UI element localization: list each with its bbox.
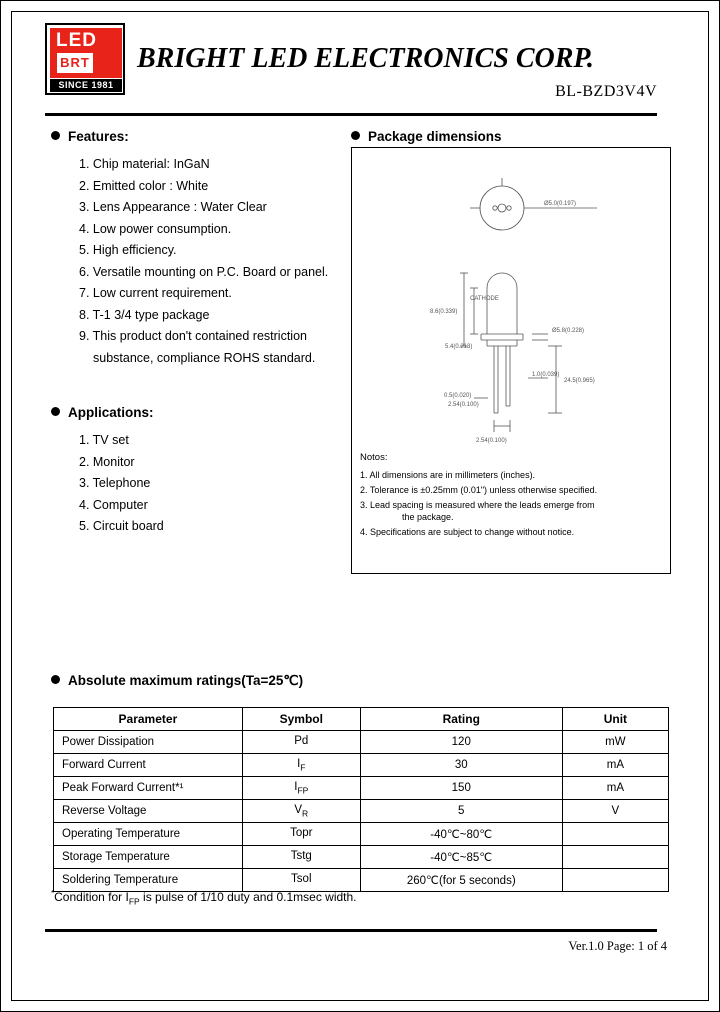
features-list — [79, 154, 341, 369]
symbol-main: Tstg — [290, 849, 312, 862]
footnote-marker: * — [51, 889, 55, 898]
cell-symbol — [242, 823, 360, 846]
cell-parameter: Soldering Temperature — [54, 869, 243, 892]
column-header-unit: Unit — [562, 708, 668, 731]
features-title: Features: — [68, 129, 129, 144]
list-item: 6. Versatile mounting on P.C. Board or panel. — [79, 264, 329, 279]
note-item: 4. Specifications are subject to change without notice. — [360, 527, 575, 537]
column-header-rating: Rating — [360, 708, 562, 731]
cell-rating: 5 — [360, 800, 562, 823]
features-title-row — [51, 129, 341, 144]
symbol-main: I — [297, 757, 301, 770]
bullet-icon — [51, 407, 60, 416]
note-item — [360, 499, 664, 523]
applications-list — [79, 430, 331, 538]
column-header-parameter: Parameter — [54, 708, 243, 731]
list-item: 3. Telephone — [79, 476, 151, 490]
cell-rating: 30 — [360, 754, 562, 777]
notes-list — [360, 469, 664, 538]
drawing-label-lead-sp2: 2.54(0.100) — [448, 402, 479, 408]
cell-symbol — [242, 800, 360, 823]
package-drawing-box — [351, 147, 671, 574]
cell-unit: V — [562, 800, 668, 823]
table-row — [54, 846, 669, 869]
company-name: BRIGHT LED ELECTRONICS CORP. — [137, 43, 594, 74]
list-item: 4. Low power consumption. — [79, 221, 232, 236]
table-footnote — [51, 889, 357, 906]
table-row — [54, 754, 669, 777]
list-item: 1. TV set — [79, 433, 129, 447]
package-title: Package dimensions — [368, 129, 502, 144]
drawing-label-dome-dia: Ø5.0(0.197) — [544, 201, 577, 207]
symbol-main: Pd — [294, 734, 309, 747]
note-item: 2. Tolerance is ±0.25mm (0.01") unless otherwise specified. — [360, 485, 598, 495]
package-dimension-drawing — [352, 148, 670, 448]
cell-parameter: Power Dissipation — [54, 731, 243, 754]
cell-rating: -40℃~80℃ — [360, 823, 562, 846]
footnote-text-post: is pulse of 1/10 duty and 0.1msec width. — [139, 890, 357, 904]
drawing-label-height: 8.6(0.339) — [430, 309, 458, 315]
table-row — [54, 823, 669, 846]
document-header — [45, 21, 657, 107]
cell-parameter: Reverse Voltage — [54, 800, 243, 823]
cell-symbol — [242, 731, 360, 754]
footer-version-page: Ver.1.0 Page: 1 of 4 — [568, 939, 667, 953]
package-title-row — [351, 129, 502, 144]
ratings-title: Absolute maximum ratings(Ta=25℃) — [68, 673, 304, 688]
list-item: 3. Lens Appearance : Water Clear — [79, 200, 267, 214]
bullet-icon — [51, 131, 60, 140]
cell-rating: 120 — [360, 731, 562, 754]
logo-since-text: SINCE 1981 — [50, 79, 122, 92]
symbol-main: Tsol — [291, 872, 312, 885]
cell-parameter: Forward Current — [54, 754, 243, 777]
cell-rating: -40℃~85℃ — [360, 846, 562, 869]
cell-unit — [562, 869, 668, 892]
applications-title: Applications: — [68, 405, 154, 420]
list-item-continuation: substance, compliance ROHS standard. — [93, 350, 316, 365]
table-header-row — [54, 708, 669, 731]
drawing-label-body-w: Ø5.8(0.228) — [552, 328, 585, 334]
header-divider — [45, 113, 657, 116]
bullet-icon — [51, 675, 60, 684]
logo-led-text: LED — [56, 30, 97, 51]
symbol-sub: FP — [297, 785, 309, 796]
list-item: 7. Low current requirement. — [79, 286, 232, 300]
logo-brt-text: BRT — [57, 53, 93, 73]
drawing-label-lead-len: 24.5(0.965) — [564, 378, 595, 384]
table-row — [54, 731, 669, 754]
symbol-sub: F — [300, 762, 306, 773]
ratings-title-row — [51, 673, 303, 689]
absolute-maximum-ratings-table — [53, 707, 669, 892]
footnote-sub: FP — [128, 896, 140, 907]
drawing-label-lens-h: 5.4(0.213) — [445, 344, 473, 350]
logo-red-block — [50, 28, 122, 78]
cell-unit — [562, 846, 668, 869]
footnote-text: Condition for I — [54, 890, 129, 904]
part-number: BL-BZD3V4V — [555, 83, 657, 100]
list-item: 2. Emitted color : White — [79, 178, 209, 193]
list-item: 8. T-1 3/4 type package — [79, 307, 210, 322]
column-header-symbol: Symbol — [242, 708, 360, 731]
cell-symbol — [242, 846, 360, 869]
applications-section — [51, 405, 331, 538]
symbol-main: V — [294, 803, 303, 816]
bullet-icon — [351, 131, 360, 140]
note-item-text: 3. Lead spacing is measured where the leads emerge from — [360, 500, 595, 510]
company-logo — [45, 23, 125, 95]
cell-parameter: Storage Temperature — [54, 846, 243, 869]
table-row — [54, 777, 669, 800]
list-item: 2. Monitor — [79, 454, 135, 469]
list-item: 1. Chip material: InGaN — [79, 157, 210, 171]
drawing-label-lead-sp: 2.54(0.100) — [476, 438, 507, 444]
cell-rating: 150 — [360, 777, 562, 800]
symbol-main: Topr — [290, 826, 313, 839]
drawing-label-flange: 1.0(0.039) — [532, 372, 560, 378]
note-item-continuation: the package. — [402, 512, 454, 522]
drawing-label-lead-w: 0.5(0.020) — [444, 393, 472, 399]
notes-heading: Notos: — [360, 452, 388, 463]
applications-title-row — [51, 405, 331, 420]
cell-unit: mW — [562, 731, 668, 754]
list-item — [79, 348, 341, 370]
cell-parameter: Peak Forward Current*¹ — [54, 777, 243, 800]
list-item: 5. High efficiency. — [79, 243, 177, 257]
drawing-notes — [360, 452, 664, 541]
cell-parameter: Operating Temperature — [54, 823, 243, 846]
cell-symbol — [242, 777, 360, 800]
cell-unit: mA — [562, 754, 668, 777]
footer-divider — [45, 929, 657, 932]
table-row — [54, 800, 669, 823]
symbol-sub: R — [302, 808, 309, 819]
note-item: 1. All dimensions are in millimeters (inches). — [360, 470, 536, 480]
symbol-main: I — [294, 780, 298, 793]
cell-unit — [562, 823, 668, 846]
cell-unit: mA — [562, 777, 668, 800]
list-item: 9. This product don't contained restriction — [79, 329, 307, 343]
list-item: 4. Computer — [79, 497, 148, 512]
features-section — [51, 129, 341, 369]
drawing-label-cathode: CATHODE — [470, 296, 499, 302]
cell-symbol — [242, 754, 360, 777]
list-item: 5. Circuit board — [79, 519, 164, 533]
cell-rating: 260℃(for 5 seconds) — [360, 869, 562, 892]
